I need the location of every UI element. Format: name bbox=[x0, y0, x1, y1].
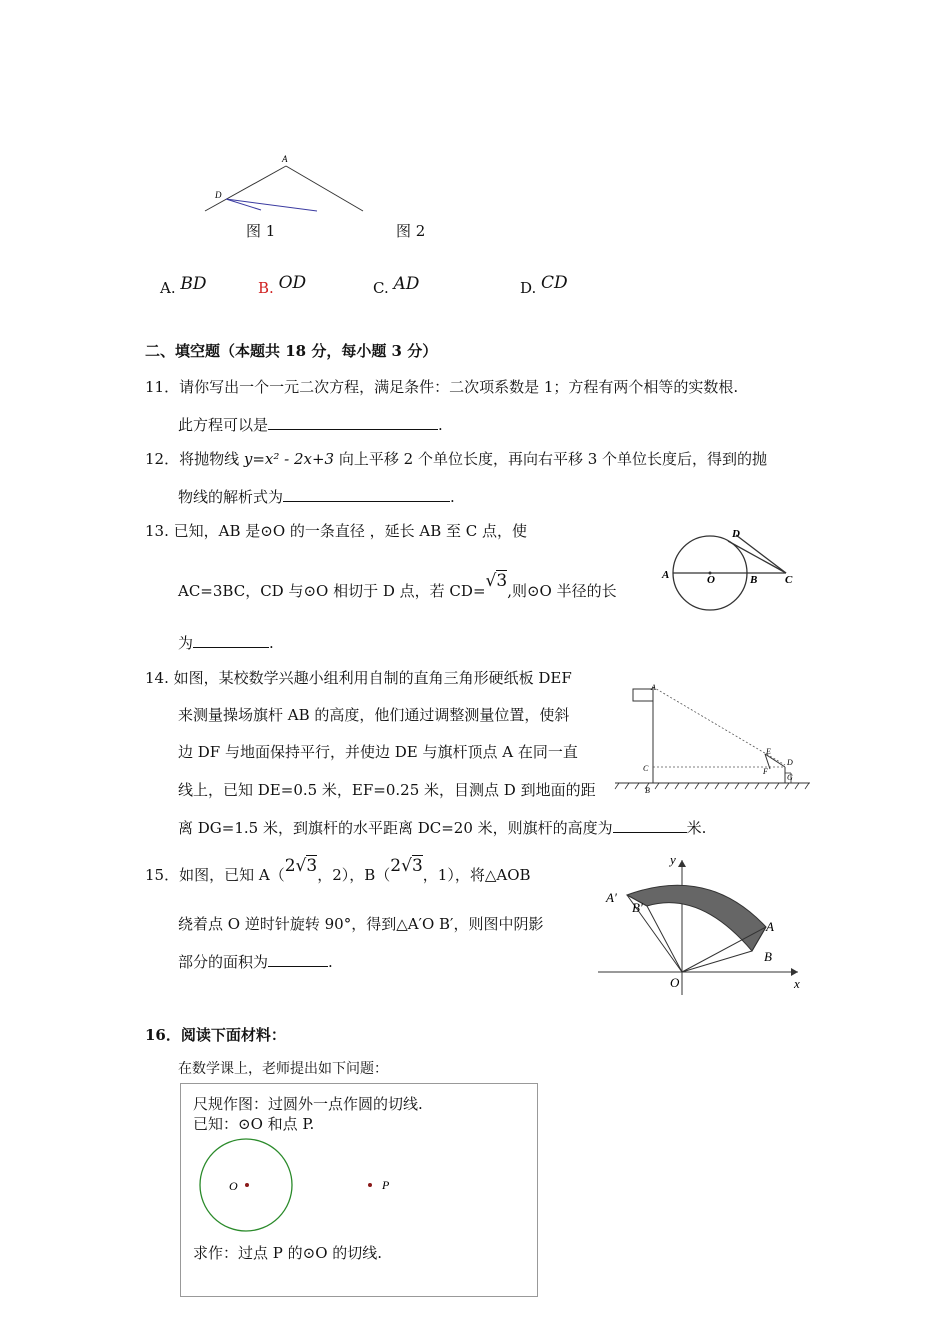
q14-label-C: C bbox=[643, 764, 649, 773]
choice-d-letter: D. bbox=[520, 279, 537, 297]
q11-line2 bbox=[178, 414, 443, 435]
figure-1-caption: 图 1 bbox=[246, 222, 276, 240]
q12-line1-a: 12．将抛物线 bbox=[145, 450, 244, 468]
q15-answer-blank bbox=[268, 952, 328, 967]
q14-label-A: A bbox=[651, 683, 656, 692]
choice-a-letter: A. bbox=[160, 279, 176, 297]
q11-end: . bbox=[438, 416, 443, 434]
choice-b-letter: B. bbox=[258, 279, 274, 297]
q13-line2-a: AC=3BC，CD 与⊙O 相切于 D 点，若 CD= bbox=[178, 582, 486, 600]
q13-answer-blank bbox=[193, 633, 269, 648]
q15-coordA: 2√3 bbox=[284, 856, 318, 876]
q15-label-y: y bbox=[670, 852, 676, 867]
q13-line3 bbox=[178, 632, 274, 653]
figure-2-caption: 图 2 bbox=[396, 222, 426, 240]
q14-line2: 来测量操场旗杆 AB 的高度，他们通过调整测量位置，使斜 bbox=[178, 706, 570, 724]
q13-line2 bbox=[178, 571, 617, 601]
q11-line1: 11．请你写出一个一元二次方程，满足条件：二次项系数是 1；方程有两个相等的实数根. bbox=[145, 378, 739, 396]
q15-prompt: 部分的面积为 bbox=[178, 953, 269, 971]
q15-label-x: x bbox=[794, 976, 800, 991]
q12-prompt: 物线的解析式为 bbox=[178, 488, 284, 506]
q13-label-C: C bbox=[785, 574, 793, 586]
fig1-label-A: A bbox=[282, 154, 288, 164]
q12-line2 bbox=[178, 486, 455, 507]
q15-rotation-diagram bbox=[598, 850, 818, 1000]
q16-box-line3: 求作：过点 P 的⊙O 的切线. bbox=[193, 1244, 383, 1262]
q13-prompt: 为 bbox=[178, 634, 194, 652]
q15-coefB: 2 bbox=[390, 856, 402, 876]
q16-label-O: O bbox=[229, 1179, 238, 1193]
q13-end: . bbox=[269, 634, 274, 652]
q13-label-A: A bbox=[662, 569, 670, 581]
q15-line3 bbox=[178, 951, 333, 972]
q16-box-line2: 已知：⊙O 和点 P. bbox=[193, 1115, 315, 1133]
choice-d-value: CD bbox=[541, 273, 568, 293]
q13-label-O: O bbox=[707, 574, 715, 586]
q16-label-P: P bbox=[382, 1178, 390, 1192]
q15-label-O: O bbox=[670, 975, 680, 990]
q15-line1-b: ，2），B（ bbox=[317, 866, 391, 884]
q12-line1 bbox=[145, 448, 767, 469]
q14-line1: 14. 如图，某校数学兴趣小组利用自制的直角三角形硬纸板 DEF bbox=[145, 669, 572, 687]
q15-coordB: 2√3 bbox=[390, 856, 423, 876]
q14-unit: 米. bbox=[686, 819, 707, 837]
q14-flagpole-diagram bbox=[615, 683, 815, 793]
choice-d bbox=[520, 273, 568, 298]
q14-answer-blank bbox=[613, 818, 687, 833]
choice-a-value: BD bbox=[180, 274, 207, 294]
q15-label-A: A bbox=[766, 919, 774, 934]
q15-line2: 绕着点 O 逆时针旋转 90°，得到△A′O B′，则图中阴影 bbox=[178, 915, 544, 933]
q14-line5 bbox=[178, 817, 706, 838]
choice-c-value: AD bbox=[393, 274, 420, 294]
section-2-heading: 二、填空题（本题共 18 分，每小题 3 分） bbox=[145, 342, 438, 360]
q16-box-line1: 尺规作图：过圆外一点作圆的切线. bbox=[193, 1095, 423, 1113]
q14-label-F: F bbox=[763, 767, 768, 776]
q13-label-B: B bbox=[750, 574, 758, 586]
fig1-label-D: D bbox=[215, 190, 222, 200]
q14-prompt: 离 DG=1.5 米，到旗杆的水平距离 DC=20 米，则旗杆的高度为 bbox=[178, 819, 613, 837]
q13-line2-b: ,则⊙O 半径的长 bbox=[507, 582, 617, 600]
choice-c bbox=[373, 274, 420, 298]
q16-heading: 16．阅读下面材料： bbox=[145, 1026, 286, 1044]
choice-a bbox=[160, 274, 207, 298]
q11-answer-blank bbox=[268, 415, 438, 430]
q13-label-D: D bbox=[732, 528, 740, 540]
q15-line1 bbox=[145, 856, 531, 885]
q15-end: . bbox=[328, 953, 333, 971]
q15-line1-c: ，1），将△AOB bbox=[422, 866, 531, 884]
q13-circle-diagram bbox=[660, 525, 810, 615]
q14-line4: 线上，已知 DE=0.5 米，EF=0.25 米，目测点 D 到地面的距 bbox=[178, 781, 596, 799]
choice-b-value: OD bbox=[278, 273, 307, 293]
q15-label-A-prime: A′ bbox=[606, 890, 617, 905]
q13-sqrt: √3 bbox=[485, 571, 508, 591]
q12-expression: y=x² - 2x+3 bbox=[243, 450, 335, 468]
choice-b bbox=[258, 273, 307, 298]
q15-coefA: 2 bbox=[284, 856, 296, 876]
q14-label-G: G bbox=[787, 773, 793, 782]
q14-label-B: B bbox=[645, 786, 650, 795]
q15-label-B-prime: B′ bbox=[632, 900, 643, 915]
q12-line1-b: 向上平移 2 个单位长度，再向右平移 3 个单位长度后，得到的抛 bbox=[334, 450, 768, 468]
figure-1-diagram bbox=[195, 150, 395, 220]
q15-label-B: B bbox=[764, 949, 772, 964]
q12-end: . bbox=[450, 488, 455, 506]
q15-sqrtB: 3 bbox=[411, 856, 423, 876]
q13-line1: 13. 已知，AB 是⊙O 的一条直径 ，延长 AB 至 C 点，使 bbox=[145, 522, 528, 540]
q14-line3: 边 DF 与地面保持平行，并使边 DE 与旗杆顶点 A 在同一直 bbox=[178, 743, 578, 761]
choice-c-letter: C. bbox=[373, 279, 389, 297]
q16-circle-diagram bbox=[195, 1138, 415, 1238]
q15-line1-a: 15．如图，已知 A（ bbox=[145, 866, 285, 884]
q15-sqrtA: 3 bbox=[306, 856, 318, 876]
q14-label-D: D bbox=[787, 758, 793, 767]
q14-label-E: E bbox=[766, 747, 771, 756]
q11-prompt: 此方程可以是 bbox=[178, 416, 269, 434]
q16-intro: 在数学课上，老师提出如下问题： bbox=[178, 1061, 388, 1077]
q13-sqrt-radicand: 3 bbox=[496, 571, 508, 591]
q12-answer-blank bbox=[283, 487, 450, 502]
